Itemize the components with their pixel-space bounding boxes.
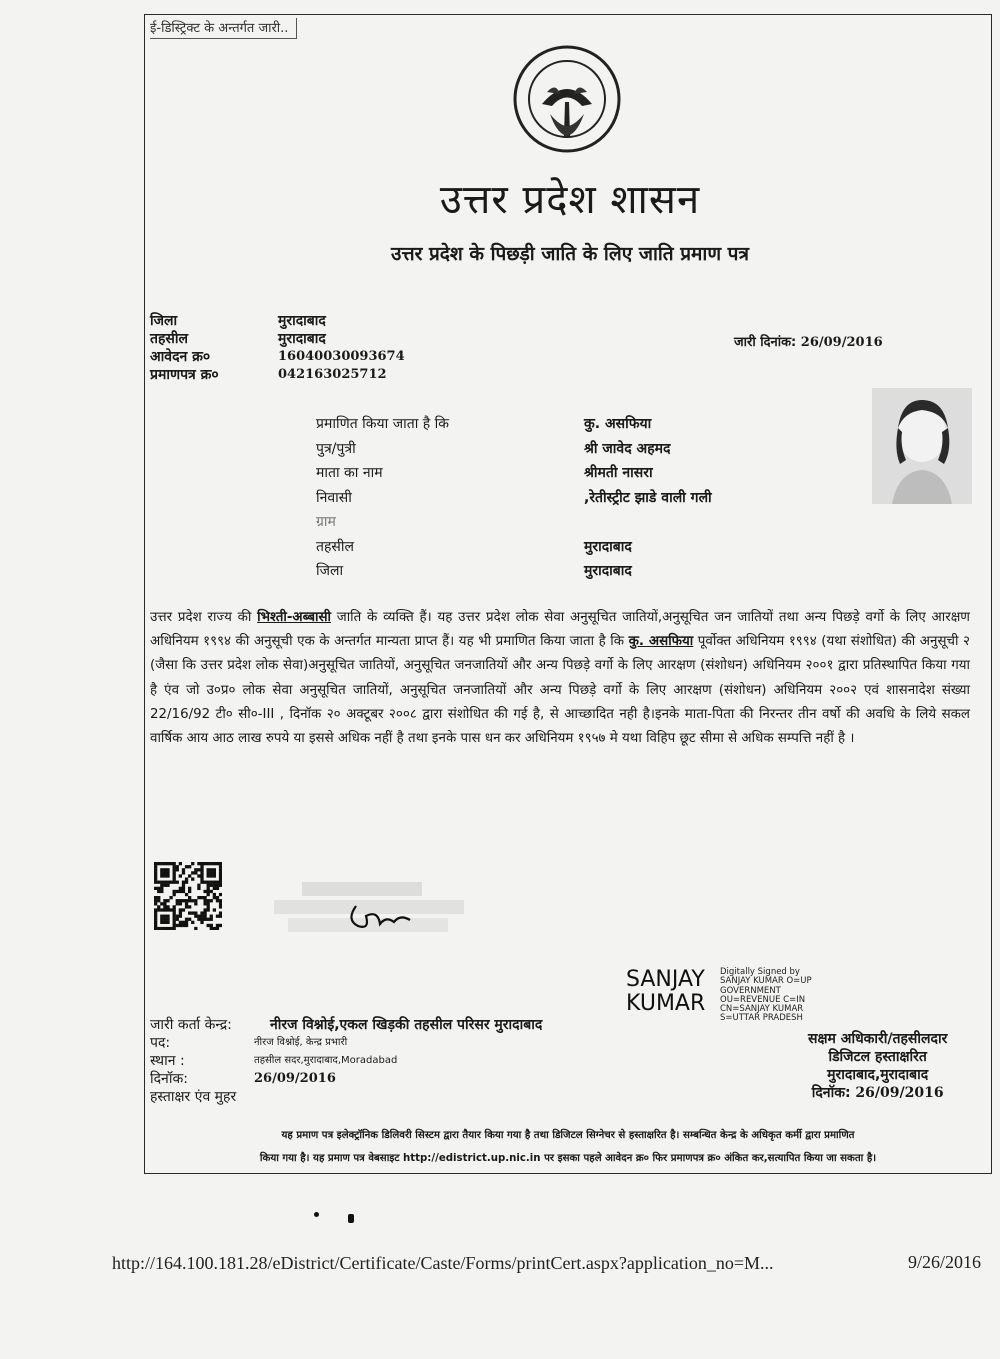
issuing-center	[150, 1016, 542, 1106]
applicant-details	[316, 412, 712, 584]
detail-row	[316, 461, 712, 486]
father-name: श्री जावेद अहमद	[584, 440, 671, 457]
body-text-2: जाति के व्यक्ति हैं। यह उत्तर प्रदेश लोक सेवा अनुसूचित जातियों,अनुसूचित जन जातियों तथा अन्य पिछड़े वर्गो के लिए आरक्षण अधिनियम १९९४ की अनुसूची एक के अन्तर्गत मान्यता प्राप्त हैं। यह भी प्रमाणित किया जाता है कि	[150, 610, 970, 650]
issuer-date-label: दिनॉक:	[150, 1071, 188, 1087]
qr-code	[154, 862, 222, 930]
page-title: उत्तर प्रदेश शासन	[439, 177, 701, 223]
detail-row	[316, 437, 712, 462]
verification-note	[146, 1124, 990, 1170]
district-field-value: मुरादाबाद	[584, 563, 632, 579]
issuer-date-value: 26/09/2016	[254, 1071, 336, 1086]
post-label: पद:	[150, 1035, 171, 1051]
authority-date	[808, 1084, 947, 1102]
mother-label: माता का नाम	[316, 465, 383, 481]
certificate-label: प्रमाणपत्र क्र०	[150, 367, 219, 383]
verification-line-2: किया गया है। यह प्रमाण पत्र वेबसाइट http://edistrict.up.nic.in पर इसका पहले आवेदन क्र० फिर प्रमाणपत्र क्र० अंकित कर,सत्यापित किया जा सकता है।	[259, 1153, 877, 1164]
tehsil-value: मुरादाबाद	[278, 331, 326, 347]
certificate-subtitle: उत्तर प्रदेश के पिछड़ी जाति के लिए जाति प्रमाण पत्र	[391, 243, 749, 265]
caste-name: भिश्ती-अब्बासी	[257, 610, 331, 625]
application-number: 16040030093674	[278, 349, 405, 364]
scan-speck	[314, 1212, 319, 1217]
body-text-1: उत्तर प्रदेश राज्य की	[150, 610, 258, 625]
application-label: आवेदन क्र०	[150, 349, 211, 365]
signature-details: Digitally Signed by SANJAY KUMAR O=UP GOVERNMENT OU=REVENUE C=IN CN=SANJAY KUMAR S=UTTAR PRADESH	[720, 967, 812, 1024]
authority-digital: डिजिटल हस्ताक्षरित	[828, 1049, 927, 1065]
up-state-emblem	[512, 44, 622, 154]
print-date: 9/26/2016	[908, 1252, 982, 1272]
authority-location: मुरादाबाद,मुरादाबाद	[827, 1067, 929, 1083]
issue-date-value: 26/09/2016	[800, 335, 883, 350]
seal-label: हस्ताक्षर एंव मुहर	[150, 1089, 237, 1105]
detail-row	[316, 486, 712, 511]
place-value: तहसील सदर,मुरादाबाद,Moradabad	[254, 1055, 398, 1066]
detail-row	[316, 412, 712, 437]
mother-name: श्रीमती नासरा	[584, 465, 653, 481]
authority-date-value: 26/09/2016	[855, 1085, 944, 1101]
certificate-number: 042163025712	[278, 367, 387, 382]
edistrict-tag: ई-डिस्ट्रिक्ट के अन्तर्गत जारी..	[150, 18, 297, 39]
place-label: स्थान :	[150, 1053, 185, 1069]
signer-last-name: KUMAR	[626, 991, 706, 1016]
tehsil-field-label: तहसील	[316, 538, 354, 555]
resident-label: निवासी	[316, 489, 352, 506]
applicant-photo	[872, 388, 972, 504]
center-label: जारी कर्ता केन्द्र:	[150, 1017, 232, 1033]
signature-stamp	[268, 876, 468, 946]
print-url: http://164.100.181.28/eDistrict/Certificate/Caste/Forms/printCert.aspx?application_no=M...	[112, 1253, 774, 1273]
certificate-body	[150, 606, 970, 751]
signer-first-name: SANJAY	[626, 967, 705, 992]
detail-row	[316, 535, 712, 560]
certificate-meta	[150, 312, 405, 384]
village-label: ग्राम	[316, 514, 336, 530]
applicant-name: कु. असफिया	[584, 416, 652, 432]
verification-line-1: यह प्रमाण पत्र इलेक्ट्रॉनिक डिलिवरी सिस्टम द्वारा तैयार किया गया है तथा डिजिटल सिग्नेचर से हस्ताक्षरित है। सम्बन्धित केन्द्र के अधिकृत कर्मी द्वारा प्रमाणित	[281, 1130, 855, 1141]
authority-date-label: दिनॉक:	[811, 1085, 851, 1101]
center-value: नीरज विश्नोई,एकल खिड़की तहसील परिसर मुरादाबाद	[270, 1017, 543, 1033]
competent-authority	[808, 1030, 947, 1102]
digital-signature	[626, 967, 812, 1024]
issue-date-label: जारी दिनांक:	[734, 335, 797, 350]
certify-label: प्रमाणित किया जाता है कि	[316, 416, 450, 432]
scan-speck	[348, 1214, 354, 1223]
district-field-label: जिला	[316, 563, 344, 579]
district-value: मुरादाबाद	[278, 313, 326, 329]
authority-title: सक्षम अधिकारी/तहसीलदार	[808, 1031, 948, 1047]
post-value: नीरज विश्नोई, केन्द्र प्रभारी	[254, 1037, 348, 1048]
parent-label: पुत्र/पुत्री	[316, 440, 356, 457]
issue-date	[734, 332, 883, 350]
detail-row	[316, 559, 712, 584]
tehsil-field-value: मुरादाबाद	[584, 538, 632, 555]
body-applicant-name: कु. असफिया	[628, 634, 694, 650]
tehsil-label: तहसील	[150, 331, 188, 347]
resident-address: ,रेतीस्ट्रीट झाडे वाली गली	[584, 489, 712, 506]
body-text-3: पूर्वोक्त अधिनियम १९९४ (यथा संशोधित) की अनुसूची २ (जैसा कि उत्तर प्रदेश लोक सेवा)अनुसूचित जातियों, अनुसूचित जनजातियों और अन्य पिछड़े वर्गो के लिए आरक्षण (संशोधन) अधिनियम २००१ द्वारा प्रतिस्थापित किया गया है एंव जो उ०प्र० लोक सेवा अनुसूचित जातियों, अनुसूचित जनजातियों और अन्य पिछड़े वर्गो के लिए आरक्षण (संशोधन) अधिनियम २००२ एवं शासनादेश संख्या 22/16/92 टी० सी०-III , दिनॉक २० अक्टूबर २००८ द्वारा संशोधित की गई है, से आच्छादित नही है।इनके माता-पिता की निरन्तर तीन वर्षो की अवधि के लिये सकल वार्षिक आय आठ लाख रुपये या इससे अधिक नहीं है तथा इनके पास धन कर अधिनियम १९५७ मे यथा विहिप छूट सीमा से अधिक सम्पत्ति नहीं है ।	[150, 634, 970, 747]
detail-row	[316, 510, 712, 535]
district-label: जिला	[150, 313, 178, 329]
